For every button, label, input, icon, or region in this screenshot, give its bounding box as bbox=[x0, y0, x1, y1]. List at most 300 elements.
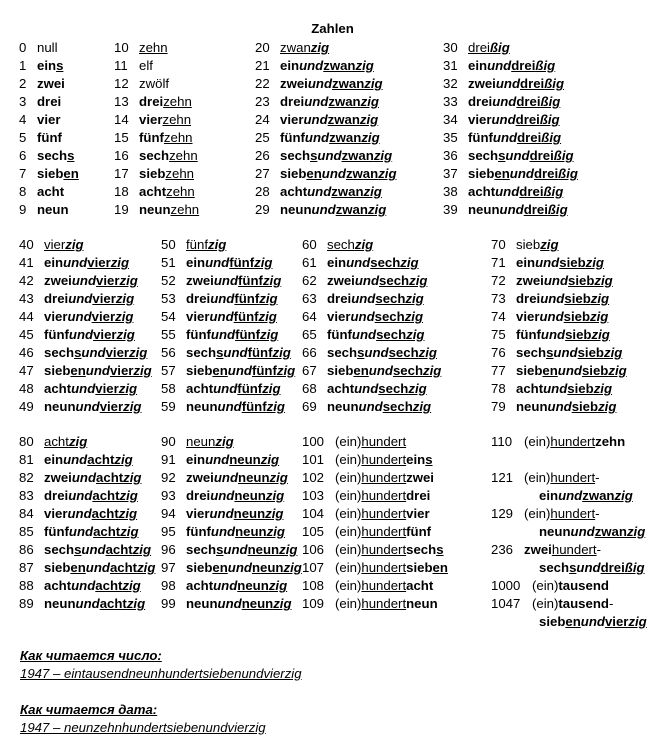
word-part: vier bbox=[468, 112, 492, 127]
word-part: neun bbox=[237, 578, 269, 593]
word-part: und bbox=[81, 542, 106, 557]
number-word bbox=[186, 308, 277, 326]
word-part: und bbox=[205, 452, 230, 467]
word-part: zig bbox=[361, 130, 380, 145]
word-part: drei bbox=[533, 166, 559, 181]
word-part: und bbox=[71, 273, 97, 288]
page-title: Zahlen bbox=[311, 21, 354, 36]
number-word bbox=[37, 75, 65, 93]
number-word bbox=[186, 254, 272, 272]
number-value: 9 bbox=[19, 202, 27, 217]
word-part: zig bbox=[119, 273, 138, 288]
word-part: und bbox=[71, 381, 96, 396]
number-word bbox=[327, 326, 424, 344]
word-part: und bbox=[213, 470, 239, 485]
word-part: (ein) bbox=[335, 488, 362, 503]
word-part: drei bbox=[517, 130, 542, 145]
number-value: 10 bbox=[114, 40, 129, 55]
word-part: s bbox=[67, 148, 75, 163]
word-part: sech bbox=[375, 291, 406, 306]
word-part: zig bbox=[68, 434, 88, 449]
word-part: zwan bbox=[582, 488, 615, 503]
number-value: 67 bbox=[302, 363, 317, 378]
word-part: zig bbox=[628, 614, 647, 629]
number-word bbox=[468, 93, 560, 111]
word-part: zwei bbox=[186, 470, 214, 485]
word-part: zig bbox=[355, 58, 374, 73]
word-part: neun bbox=[468, 202, 500, 217]
word-part: zwei bbox=[524, 542, 552, 557]
word-part: zwan bbox=[341, 148, 374, 163]
word-part: und bbox=[499, 202, 524, 217]
word-part: neun bbox=[234, 488, 266, 503]
read-number-heading: Как читается число: bbox=[20, 648, 162, 663]
word-part: und bbox=[576, 560, 601, 575]
number-word bbox=[186, 362, 295, 380]
word-part: hundert bbox=[361, 542, 407, 557]
word-part: und bbox=[543, 381, 568, 396]
number-word bbox=[186, 451, 279, 469]
number-word bbox=[516, 326, 610, 344]
word-part: zig bbox=[409, 273, 428, 288]
word-part: und bbox=[543, 273, 569, 288]
word-part: en bbox=[542, 363, 558, 378]
number-word bbox=[186, 595, 292, 613]
word-part: tausend bbox=[558, 578, 609, 593]
number-word bbox=[468, 129, 561, 147]
word-part: en bbox=[306, 166, 322, 181]
number-word bbox=[539, 613, 647, 631]
number-word bbox=[44, 362, 152, 380]
number-word bbox=[186, 469, 288, 487]
word-part: acht bbox=[468, 184, 496, 199]
word-part: fünf bbox=[238, 273, 263, 288]
number-word bbox=[139, 201, 199, 219]
word-part: zig bbox=[215, 434, 234, 449]
word-part: neun bbox=[247, 542, 280, 557]
word-part: zig bbox=[591, 327, 610, 342]
word-part: acht bbox=[44, 381, 72, 396]
word-part: s bbox=[56, 58, 64, 73]
number-word bbox=[44, 451, 133, 469]
word-part: ein bbox=[406, 452, 426, 467]
word-part: zehn bbox=[595, 434, 626, 449]
number-value: 36 bbox=[443, 148, 458, 163]
number-value: 19 bbox=[114, 202, 129, 217]
number-word bbox=[186, 380, 281, 398]
word-part: s bbox=[357, 345, 365, 360]
number-word bbox=[468, 183, 563, 201]
word-part: ßig bbox=[544, 76, 564, 91]
word-part: ein bbox=[327, 255, 347, 270]
number-value: 1047 bbox=[491, 596, 521, 611]
number-value: 5 bbox=[19, 130, 27, 145]
number-value: 3 bbox=[19, 94, 27, 109]
number-value: 59 bbox=[161, 399, 176, 414]
number-word bbox=[335, 505, 430, 523]
word-part: und bbox=[553, 345, 578, 360]
number-value: 69 bbox=[302, 399, 317, 414]
number-value: 78 bbox=[491, 381, 506, 396]
word-part: zehn bbox=[170, 202, 200, 217]
number-word bbox=[139, 183, 195, 201]
word-part: fünf bbox=[280, 130, 305, 145]
word-part: vier bbox=[91, 309, 116, 324]
word-part: ßig bbox=[490, 40, 510, 55]
number-word bbox=[37, 201, 69, 219]
number-word bbox=[139, 93, 192, 111]
number-word bbox=[186, 541, 297, 559]
number-word bbox=[186, 290, 278, 308]
number-word bbox=[516, 236, 559, 254]
number-value: 54 bbox=[161, 309, 176, 324]
word-part: und bbox=[75, 596, 100, 611]
word-part: und bbox=[213, 578, 238, 593]
word-part: zehn bbox=[166, 184, 195, 199]
number-value: 49 bbox=[19, 399, 34, 414]
word-part: hundert bbox=[550, 506, 596, 521]
word-part: zig bbox=[269, 470, 288, 485]
word-part: s bbox=[74, 542, 82, 557]
number-value: 31 bbox=[443, 58, 458, 73]
word-part: hundert bbox=[361, 452, 407, 467]
word-part: drei bbox=[600, 560, 625, 575]
word-part: und bbox=[81, 345, 106, 360]
word-part: zig bbox=[116, 327, 135, 342]
word-part: zig bbox=[259, 291, 278, 306]
number-word bbox=[532, 595, 613, 613]
word-part: neun bbox=[37, 202, 69, 217]
number-value: 28 bbox=[255, 184, 270, 199]
number-word bbox=[186, 559, 302, 577]
word-part: sech bbox=[370, 255, 401, 270]
number-word bbox=[186, 326, 278, 344]
word-part: zig bbox=[363, 184, 382, 199]
word-part: (ein) bbox=[335, 452, 362, 467]
number-word bbox=[468, 57, 555, 75]
word-part: vier bbox=[516, 309, 540, 324]
number-value: 101 bbox=[302, 452, 325, 467]
number-value: 44 bbox=[19, 309, 34, 324]
word-part: sieb bbox=[44, 363, 71, 378]
number-word bbox=[335, 451, 433, 469]
number-value: 63 bbox=[302, 291, 317, 306]
number-value: 97 bbox=[161, 560, 176, 575]
number-value: 1000 bbox=[491, 578, 521, 593]
word-part: und bbox=[213, 273, 239, 288]
number-value: 22 bbox=[255, 76, 270, 91]
word-part: zig bbox=[378, 166, 397, 181]
word-part: vier bbox=[95, 381, 119, 396]
word-part: zwan bbox=[335, 202, 368, 217]
number-value: 90 bbox=[161, 434, 176, 449]
number-word bbox=[186, 433, 234, 451]
number-word bbox=[327, 344, 437, 362]
number-word bbox=[186, 236, 226, 254]
word-part: und bbox=[539, 309, 564, 324]
word-part: drei bbox=[468, 40, 490, 55]
word-part: zig bbox=[423, 363, 442, 378]
number-value: 104 bbox=[302, 506, 325, 521]
word-part: sech bbox=[327, 237, 355, 252]
number-word bbox=[335, 523, 431, 541]
word-part: zig bbox=[540, 237, 559, 252]
word-part: zig bbox=[265, 488, 285, 503]
word-part: ßig bbox=[543, 184, 564, 199]
word-part: en bbox=[70, 560, 86, 575]
word-part: zig bbox=[590, 291, 610, 306]
number-word bbox=[186, 398, 285, 416]
word-part: ßig bbox=[541, 130, 562, 145]
word-part: zwan bbox=[332, 76, 365, 91]
word-part: zig bbox=[115, 309, 134, 324]
word-part: zwei bbox=[516, 273, 544, 288]
word-part: und bbox=[540, 327, 566, 342]
number-word bbox=[44, 344, 147, 362]
number-word bbox=[327, 362, 441, 380]
word-part: zig bbox=[373, 148, 393, 163]
word-part: und bbox=[358, 399, 383, 414]
number-value: 85 bbox=[19, 524, 34, 539]
word-part: sieb bbox=[564, 291, 591, 306]
word-part: zig bbox=[265, 506, 284, 521]
number-word bbox=[139, 129, 193, 147]
word-part: vier bbox=[280, 112, 304, 127]
number-value: 42 bbox=[19, 273, 34, 288]
word-part: s bbox=[216, 345, 224, 360]
number-word bbox=[44, 290, 134, 308]
word-part: zig bbox=[137, 560, 156, 575]
number-word bbox=[524, 433, 625, 451]
word-part: zwan bbox=[329, 130, 362, 145]
number-word bbox=[539, 559, 645, 577]
word-part: zwei bbox=[327, 273, 355, 288]
number-word bbox=[44, 559, 155, 577]
number-value: 50 bbox=[161, 237, 176, 252]
word-part: zig bbox=[418, 345, 437, 360]
number-value: 106 bbox=[302, 542, 325, 557]
word-part: zig bbox=[268, 578, 288, 593]
number-value: 86 bbox=[19, 542, 34, 557]
number-value: 64 bbox=[302, 309, 317, 324]
word-part: zwan bbox=[331, 184, 364, 199]
word-part: und bbox=[71, 470, 97, 485]
word-part: neun bbox=[233, 506, 266, 521]
number-value: 99 bbox=[161, 596, 176, 611]
word-part: zig bbox=[120, 524, 139, 539]
word-part: hundert bbox=[361, 470, 407, 485]
number-word bbox=[37, 165, 79, 183]
number-word bbox=[468, 75, 564, 93]
number-value: 13 bbox=[114, 94, 129, 109]
number-word bbox=[44, 577, 141, 595]
word-part: neun bbox=[229, 452, 261, 467]
number-word bbox=[516, 272, 613, 290]
word-part: sech bbox=[327, 345, 358, 360]
word-part: und bbox=[492, 94, 517, 109]
number-value: 40 bbox=[19, 237, 34, 252]
word-part: (ein) bbox=[335, 524, 362, 539]
number-word bbox=[44, 398, 141, 416]
word-part: sieb bbox=[186, 363, 213, 378]
number-word bbox=[139, 165, 194, 183]
word-part: ein bbox=[44, 255, 64, 270]
word-part: sech bbox=[44, 345, 75, 360]
word-part: zig bbox=[359, 112, 379, 127]
number-word bbox=[139, 39, 168, 57]
word-part: hundert bbox=[551, 542, 597, 557]
word-part: und bbox=[75, 399, 100, 414]
word-part: zwei bbox=[406, 470, 434, 485]
word-part: hundert bbox=[361, 524, 407, 539]
word-part: und bbox=[535, 255, 560, 270]
number-value: 23 bbox=[255, 94, 270, 109]
number-word bbox=[327, 236, 373, 254]
word-part: sieb bbox=[516, 363, 543, 378]
word-part: zwan bbox=[327, 112, 360, 127]
word-part: fünf bbox=[468, 130, 493, 145]
number-word bbox=[335, 559, 448, 577]
number-word bbox=[44, 505, 137, 523]
word-part: sech bbox=[186, 345, 217, 360]
number-word bbox=[539, 487, 633, 505]
word-part: sieb bbox=[581, 363, 609, 378]
number-value: 108 bbox=[302, 578, 325, 593]
word-part: zig bbox=[276, 363, 296, 378]
word-part: sieb bbox=[139, 166, 166, 181]
word-part: und bbox=[351, 291, 376, 306]
number-value: 66 bbox=[302, 345, 317, 360]
number-value: 74 bbox=[491, 309, 506, 324]
word-part: fünf bbox=[327, 327, 352, 342]
word-part: zehn bbox=[139, 40, 168, 55]
word-part: zwei bbox=[37, 76, 65, 91]
word-part: fünf bbox=[186, 524, 211, 539]
word-part: ein bbox=[37, 58, 57, 73]
word-part: zwan bbox=[594, 524, 627, 539]
word-part: vier bbox=[96, 273, 120, 288]
word-part: s bbox=[216, 542, 224, 557]
number-value: 39 bbox=[443, 202, 458, 217]
number-value: 129 bbox=[491, 506, 514, 521]
word-part: (ein) bbox=[335, 560, 362, 575]
word-part: zwei bbox=[186, 273, 214, 288]
number-word bbox=[44, 380, 137, 398]
word-part: zig bbox=[626, 524, 646, 539]
number-word bbox=[524, 505, 600, 523]
word-part: und bbox=[540, 291, 565, 306]
number-word bbox=[37, 57, 63, 75]
number-word bbox=[280, 93, 379, 111]
number-value: 82 bbox=[19, 470, 34, 485]
word-part: drei bbox=[139, 94, 164, 109]
word-part: neun bbox=[280, 202, 312, 217]
word-part: sieb bbox=[571, 399, 599, 414]
word-part: und bbox=[303, 112, 328, 127]
word-part: zig bbox=[122, 578, 141, 593]
number-value: 91 bbox=[161, 452, 176, 467]
word-part: zehn bbox=[169, 148, 198, 163]
number-word bbox=[139, 75, 169, 93]
word-part: hundert bbox=[361, 578, 407, 593]
word-part: und bbox=[487, 58, 512, 73]
number-word bbox=[37, 39, 58, 57]
number-word bbox=[516, 398, 616, 416]
word-part: und bbox=[68, 524, 94, 539]
number-value: 1 bbox=[19, 58, 27, 73]
word-part: ein bbox=[468, 58, 488, 73]
word-part: sech bbox=[388, 345, 419, 360]
word-part: und bbox=[210, 524, 236, 539]
word-part: und bbox=[492, 130, 518, 145]
word-part: sech bbox=[516, 345, 547, 360]
number-value: 30 bbox=[443, 40, 458, 55]
word-part: hundert bbox=[361, 488, 407, 503]
number-word bbox=[468, 165, 578, 183]
number-word bbox=[44, 272, 138, 290]
word-part: fünf bbox=[37, 130, 62, 145]
word-part: zig bbox=[283, 560, 302, 575]
word-part: zig bbox=[603, 345, 623, 360]
number-word bbox=[44, 326, 135, 344]
number-value: 58 bbox=[161, 381, 176, 396]
word-part: (ein) bbox=[335, 578, 362, 593]
word-part: acht bbox=[186, 578, 214, 593]
word-part: und bbox=[227, 560, 252, 575]
number-value: 89 bbox=[19, 596, 34, 611]
number-word bbox=[37, 111, 60, 129]
number-value: 20 bbox=[255, 40, 270, 55]
word-part: sech bbox=[374, 309, 405, 324]
word-part: fünf bbox=[406, 524, 432, 539]
word-part: sech bbox=[280, 148, 311, 163]
word-part: und bbox=[364, 345, 389, 360]
word-part: zig bbox=[65, 237, 84, 252]
word-part: ßig bbox=[553, 148, 574, 163]
word-part: zig bbox=[266, 524, 285, 539]
word-part: zig bbox=[126, 596, 146, 611]
word-part: und bbox=[509, 166, 534, 181]
number-value: 81 bbox=[19, 452, 34, 467]
word-part: und bbox=[557, 363, 582, 378]
number-value: 38 bbox=[443, 184, 458, 199]
number-word bbox=[280, 39, 329, 57]
word-part: zig bbox=[132, 542, 152, 557]
word-part: und bbox=[350, 309, 375, 324]
number-value: 57 bbox=[161, 363, 176, 378]
word-part: sieb bbox=[406, 560, 433, 575]
number-value: 51 bbox=[161, 255, 176, 270]
word-part: und bbox=[505, 148, 530, 163]
word-part: zig bbox=[133, 363, 152, 378]
word-part: und bbox=[227, 363, 252, 378]
number-value: 83 bbox=[19, 488, 34, 503]
word-part: drei bbox=[468, 94, 493, 109]
word-part: - bbox=[595, 470, 600, 485]
word-part: vier bbox=[37, 112, 61, 127]
word-part: und bbox=[570, 524, 595, 539]
word-part: zwan bbox=[280, 40, 311, 55]
number-word bbox=[468, 111, 560, 129]
word-part: und bbox=[558, 488, 583, 503]
word-part: zig bbox=[118, 381, 138, 396]
word-part: neun bbox=[539, 524, 571, 539]
number-word bbox=[524, 541, 601, 559]
word-part: fünf bbox=[237, 381, 263, 396]
word-part: und bbox=[321, 166, 346, 181]
word-part: neun bbox=[327, 399, 359, 414]
number-value: 61 bbox=[302, 255, 317, 270]
